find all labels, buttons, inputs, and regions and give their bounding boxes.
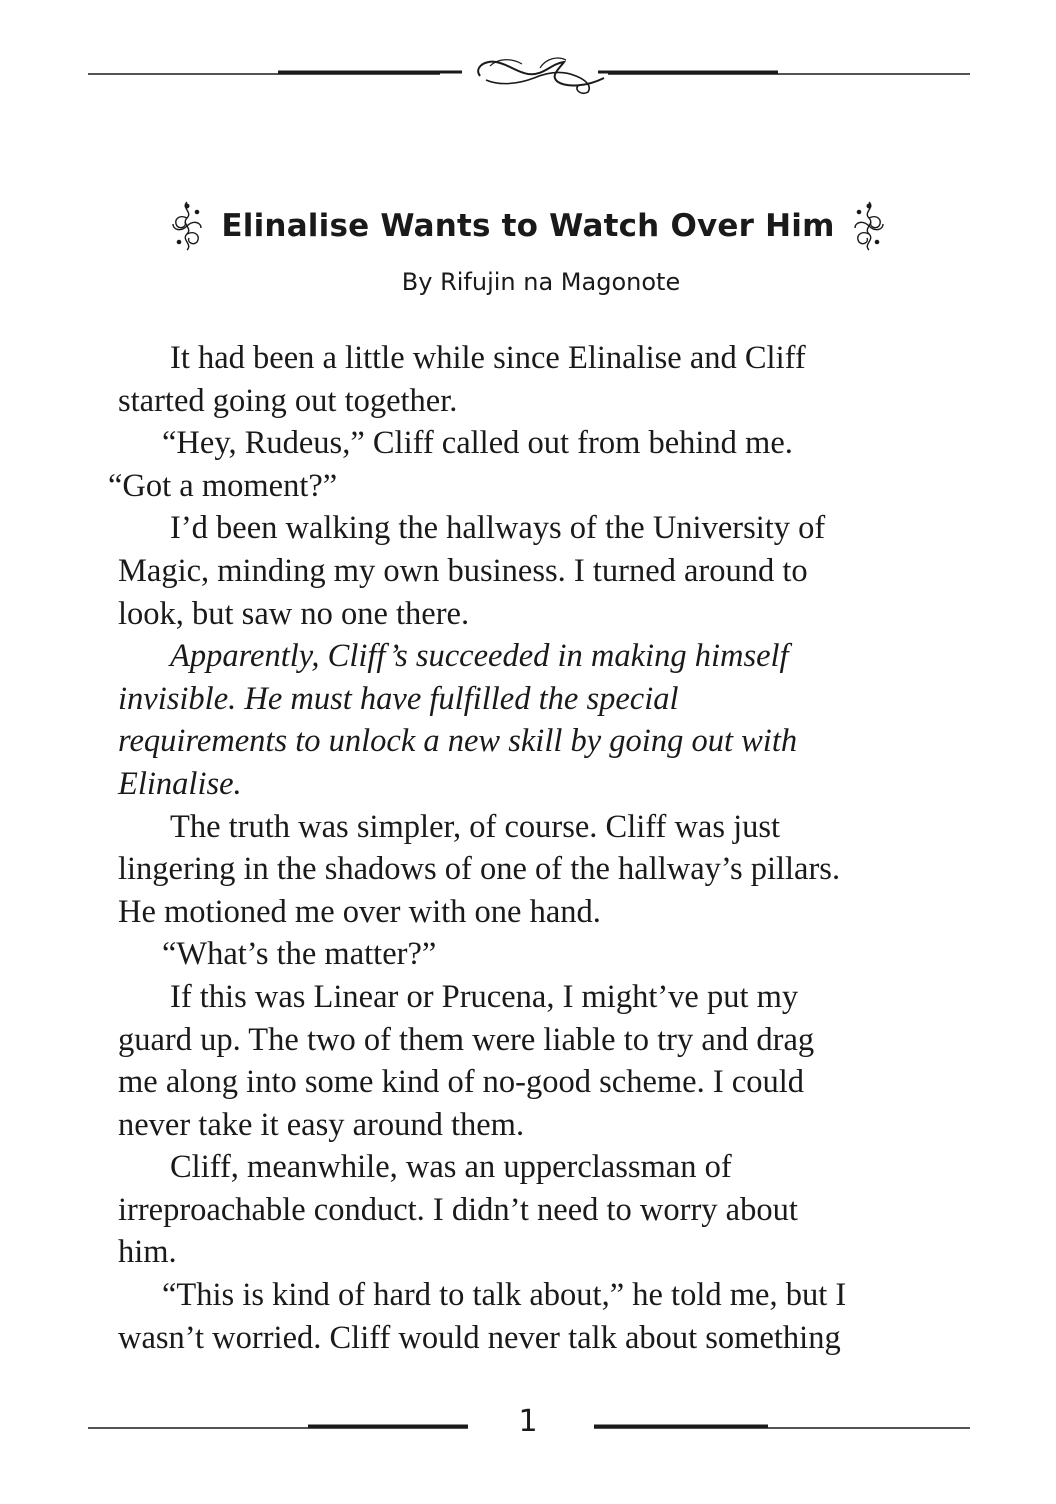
text-line: look, but saw no one there.: [118, 595, 470, 632]
chapter-body: [108, 337, 918, 1359]
floral-flourish-right-icon: [849, 198, 889, 254]
scroll-flourish-divider-icon: [88, 50, 970, 100]
text-line: Cliff, meanwhile, was an upperclassman of: [170, 1149, 732, 1186]
text-line: him.: [118, 1234, 177, 1271]
text-line: lingering in the shadows of one of the hallway’s pillars.: [118, 851, 841, 888]
text-line: irreproachable conduct. I didn’t need to worry about: [118, 1191, 798, 1228]
text-line: “Got a moment?”: [108, 467, 338, 504]
text-line: “This is kind of hard to talk about,” he told me, but I: [162, 1277, 847, 1314]
text-line: It had been a little while since Elinalise and Cliff: [170, 340, 806, 376]
page-number: 1: [518, 1404, 538, 1439]
text-line-italic: invisible. He must have fulfilled the special: [118, 680, 679, 717]
text-line: wasn’t worried. Cliff would never talk about something: [118, 1319, 841, 1356]
text-line: I’d been walking the hallways of the University of: [170, 510, 826, 547]
chapter-title: Elinalise Wants to Watch Over Him: [221, 208, 835, 244]
text-line-italic: requirements to unlock a new skill by going out with: [118, 723, 798, 760]
floral-flourish-left-icon: [167, 198, 207, 254]
text-line: me along into some kind of no-good scheme. I could: [118, 1064, 804, 1101]
text-line: If this was Linear or Prucena, I might’ve put my: [170, 978, 799, 1015]
text-line: Magic, minding my own business. I turned around to: [118, 552, 808, 589]
text-line: never take it easy around them.: [118, 1106, 525, 1143]
text-line: guard up. The two of them were liable to try and drag: [118, 1021, 815, 1058]
text-line-italic: Apparently, Cliff’s succeeded in making himself: [170, 638, 789, 675]
text-line: started going out together.: [118, 382, 458, 419]
text-line: “What’s the matter?”: [162, 936, 437, 973]
author-byline: By Rifujin na Magonote: [401, 268, 681, 296]
text-line: The truth was simpler, of course. Cliff was just: [170, 808, 781, 845]
text-line-italic: Elinalise.: [118, 765, 242, 802]
chapter-title-row: [0, 196, 1056, 256]
text-line: “Hey, Rudeus,” Cliff called out from behind me.: [162, 425, 793, 462]
text-line: He motioned me over with one hand.: [118, 893, 601, 930]
